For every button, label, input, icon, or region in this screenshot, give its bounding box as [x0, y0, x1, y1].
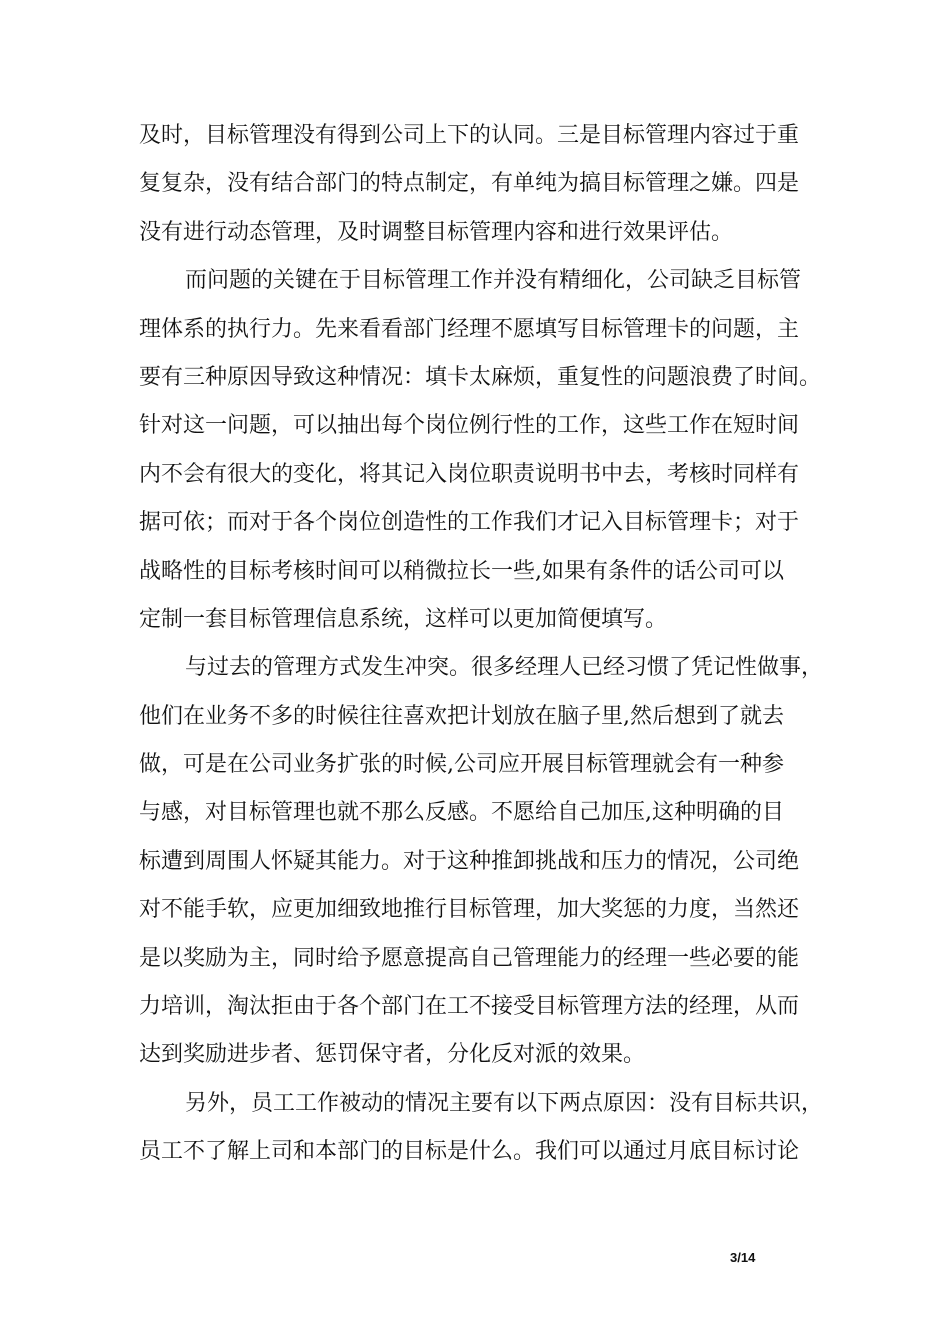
paragraph-start-line: 而问题的关键在于目标管理工作并没有精细化，公司缺乏目标管 [185, 268, 802, 294]
body-text [139, 112, 839, 1177]
text-line: 他们在业务不多的时候往往喜欢把计划放在脑子里,然后想到了就去 [139, 703, 784, 729]
text-line: 复复杂，没有结合部门的特点制定，有单纯为搞目标管理之嫌。四是 [139, 171, 800, 197]
text-line: 定制一套目标管理信息系统，这样可以更加简便填写。 [139, 606, 668, 632]
text-line: 内不会有很大的变化，将其记入岗位职责说明书中去，考核时同样有 [139, 461, 800, 487]
paragraph-start-line: 与过去的管理方式发生冲突。很多经理人已经习惯了凭记性做事， [185, 655, 824, 681]
text-line: 做，可是在公司业务扩张的时候,公司应开展目标管理就会有一种参 [139, 752, 784, 778]
text-line: 与感，对目标管理也就不那么反感。不愿给自己加压,这种明确的目 [139, 800, 784, 826]
page-number: 3/14 [730, 1250, 756, 1265]
text-line: 是以奖励为主，同时给予愿意提高自己管理能力的经理一些必要的能 [139, 945, 800, 971]
text-line: 达到奖励进步者、惩罚保守者，分化反对派的效果。 [139, 1042, 646, 1068]
text-line: 员工不了解上司和本部门的目标是什么。我们可以通过月底目标讨论 [139, 1139, 800, 1165]
paragraph-start-line: 另外，员工工作被动的情况主要有以下两点原因：没有目标共识， [185, 1090, 824, 1116]
text-line: 标遭到周围人怀疑其能力。对于这种推卸挑战和压力的情况，公司绝 [139, 848, 800, 874]
text-line: 没有进行动态管理，及时调整目标管理内容和进行效果评估。 [139, 219, 734, 245]
text-line: 针对这一问题，可以抽出每个岗位例行性的工作，这些工作在短时间 [139, 413, 800, 439]
text-line: 理体系的执行力。先来看看部门经理不愿填写目标管理卡的问题，主 [139, 316, 800, 342]
text-line: 战略性的目标考核时间可以稍微拉长一些,如果有条件的话公司可以 [139, 558, 784, 584]
text-line: 要有三种原因导致这种情况：填卡太麻烦，重复性的问题浪费了时间。 [139, 364, 822, 390]
text-line: 据可依；而对于各个岗位创造性的工作我们才记入目标管理卡；对于 [139, 510, 800, 536]
text-line: 力培训，淘汰拒由于各个部门在工不接受目标管理方法的经理，从而 [139, 994, 800, 1020]
text-line: 对不能手软，应更加细致地推行目标管理，加大奖惩的力度，当然还 [139, 897, 800, 923]
text-line: 及时，目标管理没有得到公司上下的认同。三是目标管理内容过于重 [139, 123, 800, 148]
